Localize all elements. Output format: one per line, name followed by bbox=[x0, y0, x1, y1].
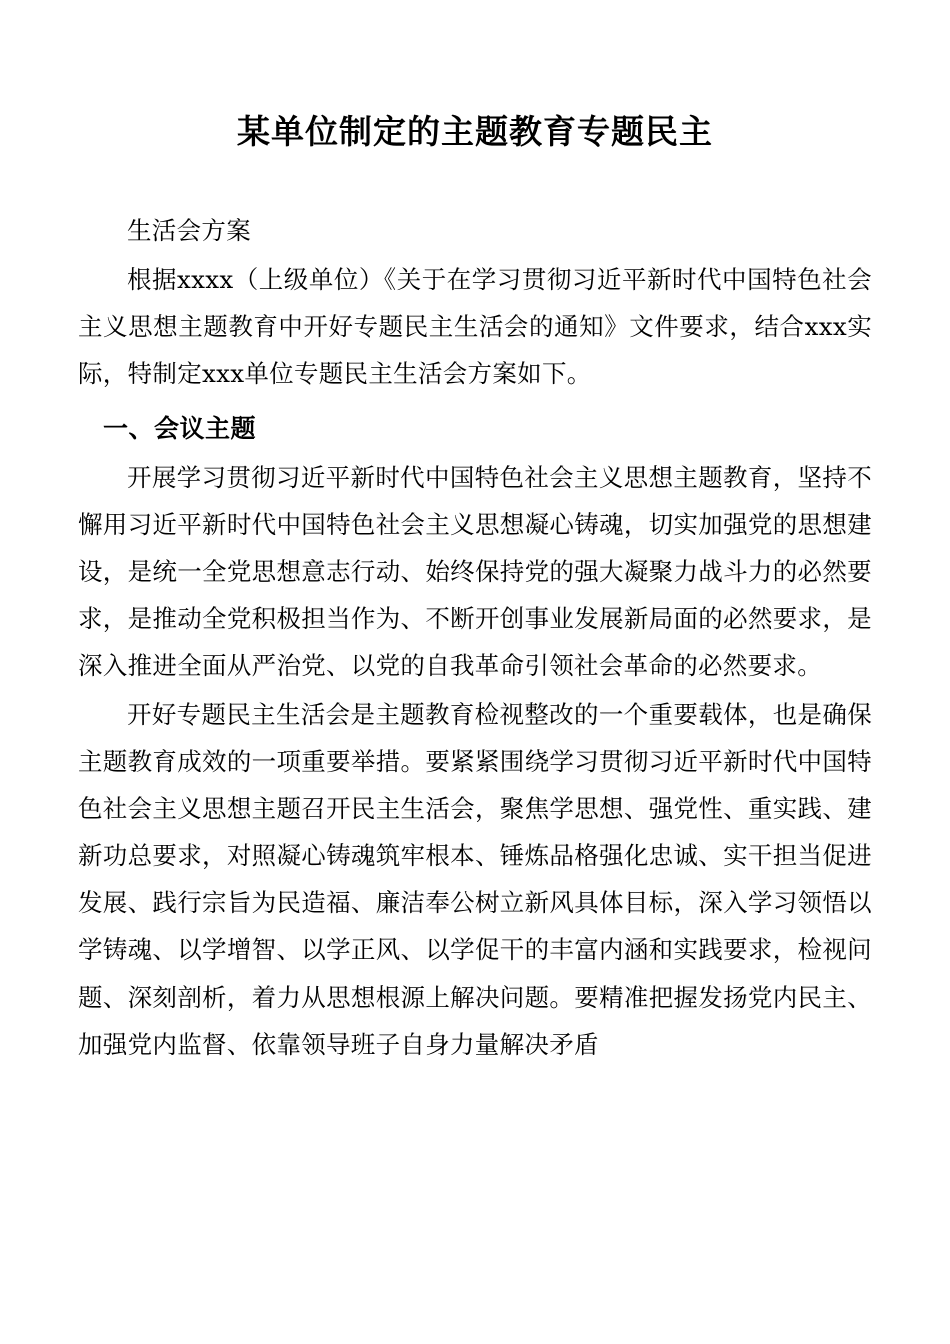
section-heading-1: 一、会议主题 bbox=[103, 413, 257, 443]
body-paragraph-2: 开好专题民主生活会是主题教育检视整改的一个重要载体，也是确保主题教育成效的一项重要举措。要紧紧围绕学习贯彻习近平新时代中国特色社会主义思想主题召开民主生活会，聚焦学思想、强党性、重实践、建新功总要求，对照凝心铸魂筑牢根本、锤炼品格强化忠诚、实干担当促进发展、践行宗旨为民造福、廉洁奉公树立新风具体目标，深入学习领悟以学铸魂、以学增智、以学正风、以学促干的丰富内涵和实践要求，检视问题、深刻剖析，着力从思想根源上解决问题。要精准把握发扬党内民主、加强党内监督、依靠领导班子自身力量解决矛盾 bbox=[78, 700, 872, 1059]
subtitle-line: 生活会方案 bbox=[127, 215, 251, 245]
body-paragraph-1: 开展学习贯彻习近平新时代中国特色社会主义思想主题教育，坚持不懈用习近平新时代中国特色社会主义思想凝心铸魂，切实加强党的思想建设，是统一全党思想意志行动、始终保持党的强大凝聚力战斗力的必然要求，是推动全党积极担当作为、不断开创事业发展新局面的必然要求，是深入推进全面从严治党、以党的自我革命引领社会革命的必然要求。 bbox=[78, 463, 872, 681]
page-title: 某单位制定的主题教育专题民主 bbox=[237, 112, 713, 151]
intro-paragraph: 根据xxxx（上级单位）《关于在学习贯彻习近平新时代中国特色社会主义思想主题教育中开好专题民主生活会的通知》文件要求，结合xxx实际，特制定xxx单位专题民主生活会方案如下。 bbox=[78, 264, 872, 388]
